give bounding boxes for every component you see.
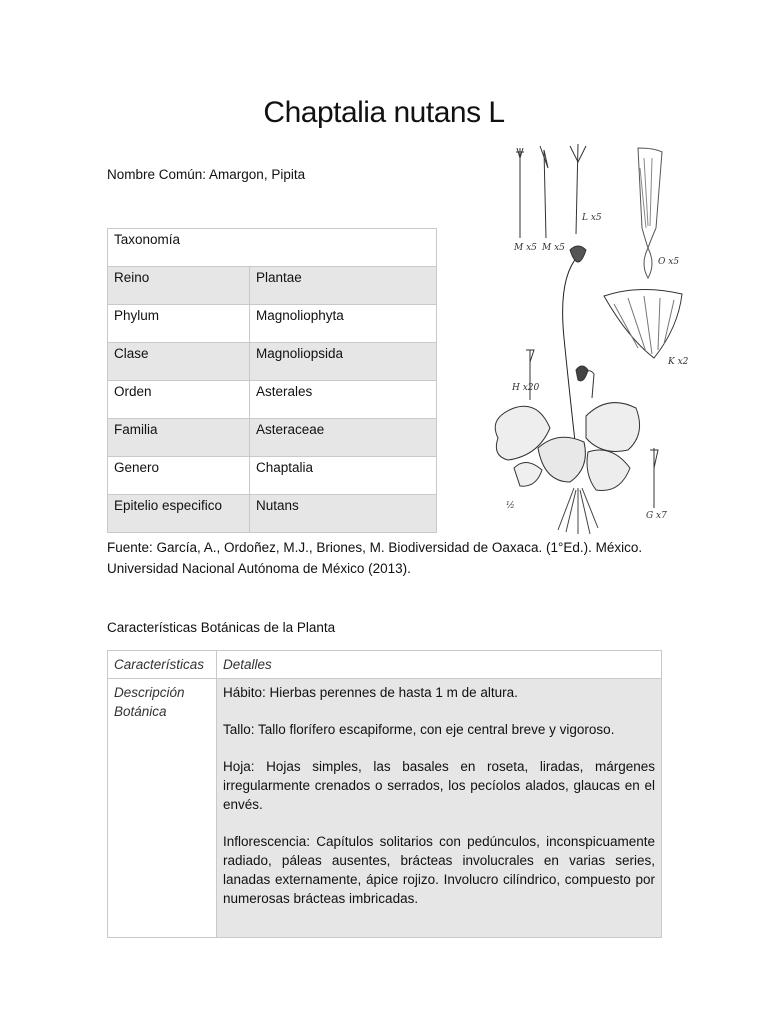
leaf-paragraph: Hoja: Hojas simples, las basales en roseta, liradas, márgenes irregularmente crenados o serrados, los pecíolos alados, glaucas en el envés. [223,759,655,812]
page-title: Chaptalia nutans L [263,96,505,129]
common-name: Nombre Común: Amargon, Pipita [107,167,306,182]
taxonomy-value: Asterales [250,381,437,419]
taxonomy-value: Chaptalia [250,457,437,495]
section-title: Características Botánicas de la Planta [107,620,336,635]
taxonomy-value: Plantae [250,267,437,305]
illustration-label: M x5 [514,243,537,253]
table-row [108,305,437,343]
taxonomy-label: Genero [108,457,250,495]
column-header: Características [108,651,217,679]
taxonomy-label: Familia [108,419,250,457]
characteristics-table [107,650,662,938]
table-row [108,679,662,938]
table-row [108,343,437,381]
taxonomy-label: Phylum [108,305,250,343]
table-row [108,419,437,457]
table-row [108,267,437,305]
plant-illustration [478,138,690,536]
row-label: Descripción Botánica [108,679,217,938]
illustration-label: O x5 [658,257,680,267]
taxonomy-table [107,228,437,533]
taxonomy-value: Magnoliophyta [250,305,437,343]
stem-paragraph: Tallo: Tallo florífero escapiforme, con eje central breve y vigoroso. [223,722,615,737]
taxonomy-label: Epitelio especifico [108,495,250,533]
illustration-label: K x2 [668,357,689,367]
column-header: Detalles [217,651,662,679]
illustration-label: H x20 [512,383,540,393]
details-cell [217,679,662,938]
inflorescence-paragraph: Inflorescencia: Capítulos solitarios con pedúnculos, inconspicuamente radiado, páleas ausentes, brácteas involucrales en varias series, lanadas externamente, ápice rojizo. Involucro cilíndrico, compuesto por numerosas brácteas imbricadas. [223,834,655,906]
source-citation: Fuente: García, A., Ordoñez, M.J., Briones, M. Biodiversidad de Oaxaca. (1°Ed.). México. Universidad Nacional Autónoma de México (2013). [107,540,643,576]
taxonomy-label: Clase [108,343,250,381]
table-row [108,495,437,533]
table-row [108,651,662,679]
taxonomy-label: Orden [108,381,250,419]
illustration-label: M x5 [542,243,565,253]
habit-paragraph: Hábito: Hierbas perennes de hasta 1 m de altura. [223,685,518,700]
table-row [108,457,437,495]
table-row [108,381,437,419]
taxonomy-header: Taxonomía [108,229,437,267]
illustration-label: G x7 [646,511,667,521]
illustration-label: L x5 [582,213,602,223]
taxonomy-label: Reino [108,267,250,305]
taxonomy-value: Asteraceae [250,419,437,457]
taxonomy-value: Nutans [250,495,437,533]
illustration-label: ½ [506,501,515,511]
taxonomy-value: Magnoliopsida [250,343,437,381]
